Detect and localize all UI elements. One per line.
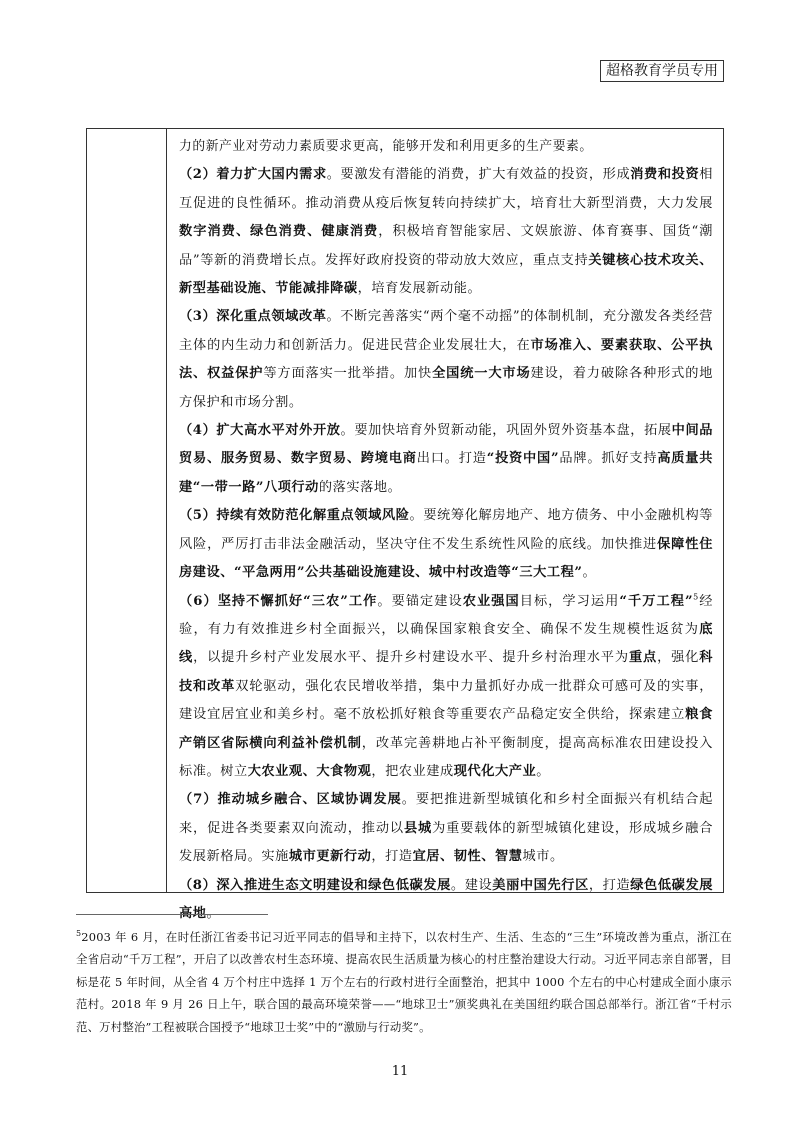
bold-text: 关键核心技术攻关、新型基础设施、节能减排降碳 — [179, 252, 713, 297]
bold-text: （7）推动城乡融合、区域协调发展 — [179, 792, 402, 808]
bold-text: 美丽中国先行区 — [492, 877, 589, 893]
footnote-divider — [76, 914, 268, 915]
bold-text: 高质量共建“一带一路”八项行动 — [179, 451, 714, 495]
text-run: 目标，学习运用 — [519, 593, 620, 609]
text-run: 。 — [536, 763, 550, 779]
text-run: 。 — [582, 565, 597, 581]
paragraph-p2 — [179, 161, 713, 303]
paragraph-p3 — [179, 303, 713, 417]
header-tag: 超格教育学员专用 — [600, 60, 724, 82]
text-run: 经验，有力有效推进乡村全面振兴，以确保国家粮食安全、确保不发生规模性返贫为 — [179, 593, 713, 637]
paragraph-p6 — [179, 588, 713, 787]
paragraph-p8 — [179, 872, 713, 929]
page-number: 11 — [391, 1064, 409, 1079]
text-run: ，把农业建成 — [371, 763, 454, 779]
bold-text: 数字消费、绿色消费、健康消费 — [179, 224, 379, 240]
bold-text: “投资中国” — [486, 451, 560, 467]
table-left-cell — [87, 129, 167, 892]
paragraph-p7 — [179, 786, 713, 871]
bold-text: （3）深化重点领域改革 — [179, 309, 327, 325]
text-run: 建设，着力破除各种形式的地方保护和市场分割。 — [179, 366, 713, 410]
text-run: ，强化 — [657, 650, 700, 666]
bold-text: 宜居、韧性、智慧 — [412, 849, 523, 865]
text-run: 相互促进的良性循环。推动消费从疫后恢复转向持续扩大，培育壮大新型消费，大力发展 — [179, 167, 713, 211]
text-run: 。要激发有潜能的消费，扩大有效益的投资，形成 — [326, 167, 631, 183]
text-run: ，以提升乡村产业发展水平、提升乡村建设水平、提升乡村治理水平为 — [193, 650, 629, 666]
bold-text: 县城 — [403, 820, 433, 836]
bold-text: 城市更新行动 — [288, 849, 372, 865]
text-run: 。建设 — [450, 877, 493, 893]
text-run: 。 — [206, 905, 221, 921]
text-run: 的落实落地。 — [318, 479, 402, 495]
text-run: ，积极培育智能家居、文娱旅游、体育赛事、国货“潮品”等新的消费增长点。发挥好政府投资的带动放大效应，重点支持 — [179, 224, 713, 268]
paragraph-p5 — [179, 502, 713, 587]
text-run: 为重要载体的新型城镇化建设，形成城乡融合发展新格局。实施 — [179, 820, 713, 865]
bold-text: 市场准入、要素获取、公平执法、权益保护 — [179, 337, 713, 382]
bold-text: 农业强国 — [462, 593, 520, 609]
bold-text: 绿色低碳发展高地 — [179, 877, 713, 921]
bold-text: 科技和改革 — [179, 650, 713, 694]
text-run: 城市。 — [522, 849, 564, 865]
bold-text: 粮食产销区省际横向利益补偿机制 — [179, 707, 714, 751]
bold-text: （5）持续有效防范化解重点领域风险 — [179, 508, 410, 524]
text-run: ，培育发展新动能。 — [357, 281, 482, 297]
bold-text: （6）坚持不懈抓好“三农”工作 — [179, 593, 378, 609]
text-run: ，改革完善耕地占补平衡制度，提高高标准农田建设投入标准。树立 — [179, 735, 713, 779]
text-run: 。不断完善落实“两个毫不动摇”的体制机制，充分激发各类经营主体的内生动力和创新活力。促进民营企业发展壮大，在 — [179, 309, 713, 353]
bold-text: 中间品贸易、服务贸易、数字贸易、跨境电商 — [179, 423, 713, 467]
text-run: 。要加快培育外贸新动能，巩固外贸外资基本盘，拓展 — [340, 423, 672, 439]
bold-text: （4）扩大高水平对外开放 — [179, 423, 341, 439]
text-run: 。要统筹化解房地产、地方债务、中小金融机构等风险，严厉打击非法金融活动，坚决守住不发生系统性风险的底线。加快推进 — [179, 508, 713, 552]
text-run: 等方面落实一批举措。加快 — [263, 366, 433, 382]
text-run: 品牌。抓好支持 — [559, 451, 658, 467]
table-body-cell — [167, 129, 723, 921]
bold-text: （8）深入推进生态文明建设和绿色低碳发展 — [179, 877, 451, 893]
footnote — [76, 926, 732, 1038]
text-run: 双轮驱动，强化农民增收举措，集中力量抓好办成一批群众可感可及的实事，建设宜居宜业和美乡村。毫不放松抓好粮食等重要农产品稳定安全供给，探索建立 — [179, 678, 713, 723]
bold-text: （2）着力扩大国内需求 — [179, 167, 327, 183]
text-run: ，打造 — [588, 877, 631, 893]
bold-text: 现代化大产业 — [453, 763, 537, 779]
text-run: 。要把推进新型城镇化和乡村全面振兴有机结合起来，促进各类要素双向流动，推动以 — [179, 792, 713, 836]
bold-text: 保障性住房建设、“平急两用”公共基础设施建设、城中村改造等“三大工程” — [179, 536, 713, 581]
footnote-ref: 5 — [693, 592, 699, 602]
text-run: 出口。打造 — [416, 451, 487, 467]
content-table — [86, 128, 724, 921]
bold-text: 全国统一大市场 — [432, 366, 531, 382]
paragraph-p0 — [179, 133, 713, 161]
bold-text: 重点 — [628, 650, 658, 666]
text-run: ，打造 — [371, 849, 413, 865]
footnote-marker: 5 — [76, 929, 82, 939]
bold-text: 消费和投资 — [630, 167, 700, 183]
text-run: 力的新产业对劳动力素质要求更高，能够开发和利用更多的生产要素。 — [179, 139, 593, 154]
bold-text: 大农业观、大食物观 — [247, 763, 372, 779]
bold-text: “千万工程” — [619, 593, 694, 609]
text-run: 。要锚定建设 — [377, 593, 463, 609]
bold-text: 底线 — [179, 621, 713, 666]
footnote-text: 2003 年 6 月，在时任浙江省委书记习近平同志的倡导和主持下，以农村生产、生活、生态的“三生”环境改善为重点，浙江在全省启动“千万工程”，开启了以改善农村生态环境、提高农民生活质量为核心的村庄整治建设大行动。习近平同志亲自部署，目标是花 5 年时间，从全省 4 万个村庄中选择 1 万个左右的行政村进行全面整治，把其中 1000 个左右的中心村建成全面小康示范村。2018 年 9 月 26 日上午，联合国的最高环境荣誉——“地球卫士”颁奖典礼在美国纽约联合国总部举行。浙江省“千村示范、万村整治”工程被联合国授予“地球卫士奖”中的“激励与行动奖”。 — [76, 930, 732, 1034]
paragraph-p4 — [179, 417, 713, 502]
